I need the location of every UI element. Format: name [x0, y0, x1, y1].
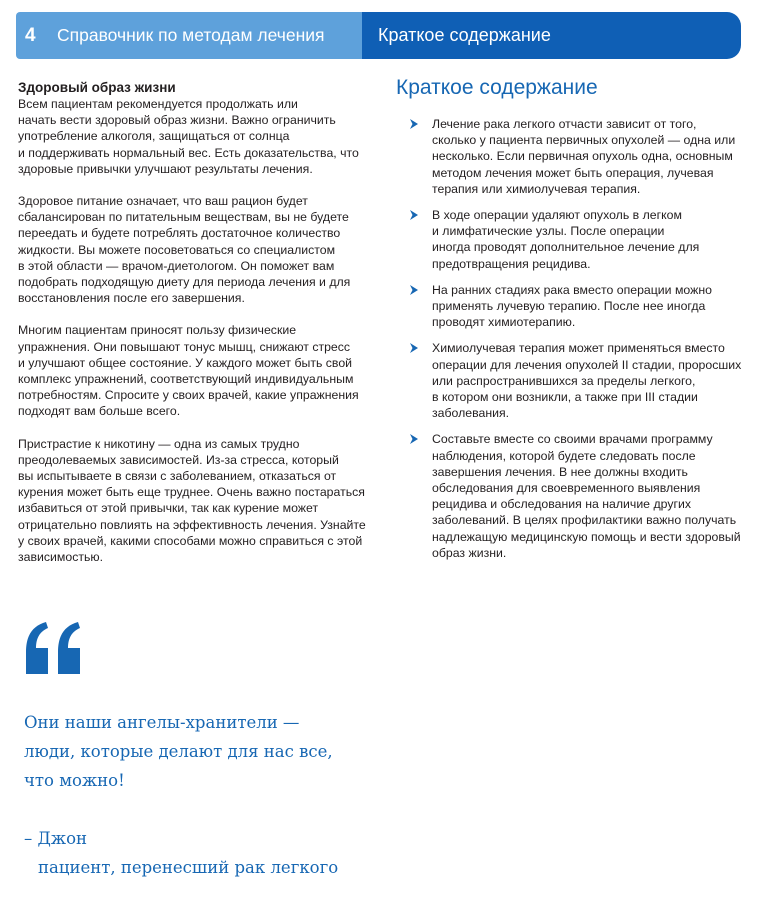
summary-column: [396, 74, 746, 571]
summary-item-text: Химиолучевая терапия может применяться вместо операции для лечения опухолей II стадии, проросших или распространившихся за пределы легкого, в котором они возникли, а также при III стадии заболевания.: [432, 341, 742, 421]
quote-author-name: – Джон: [24, 829, 88, 848]
chevron-right-icon: [410, 119, 418, 129]
quote-text: Они наши ангелы-хранители — люди, которые делают для нас все, что можно!: [24, 713, 333, 790]
chevron-right-icon: [410, 285, 418, 295]
summary-item: [396, 282, 746, 331]
header-topic-title: Краткое содержание: [378, 25, 551, 45]
paragraph: Всем пациентам рекомендуется продолжать или начать вести здоровый образ жизни. Важно ограничить употребление алкоголя, защищаться от солнца и поддерживать нормальный вес. Есть доказательства, что здоровые привычки улучшают результаты лечения.: [18, 97, 359, 176]
paragraph: Многим пациентам приносят пользу физические упражнения. Они повышают тонус мышц, снижают стресс и улучшают общее состояние. У каждого может быть свой комплекс упражнений, соответствующий индивидуальным потребностям. Спросите у своих врачей, какие упражнения подходят вам больше всего.: [18, 323, 359, 419]
quote-author: [24, 824, 384, 882]
summary-item: [396, 116, 746, 197]
healthy-lifestyle-heading: Здоровый образ жизни: [18, 80, 176, 95]
quote-author-role: пациент, перенесший рак легкого: [38, 858, 339, 877]
chevron-right-icon: [410, 434, 418, 444]
section-title: Справочник по методам лечения: [57, 25, 325, 45]
section-header: [16, 12, 741, 59]
section-number: 4: [25, 24, 36, 46]
header-section-tab: [16, 12, 362, 59]
paragraph: Пристрастие к никотину — одна из самых трудно преодолеваемых зависимостей. Из-за стресса, который вы испытываете в связи с заболеванием, отказаться от курения может быть еще труднее. Очень важно постараться избавиться от этой привычки, так как курение может отрицательно повлиять на эффективность лечения. Узнайте у своих врачей, какими способами можно справиться с этой зависимостью.: [18, 436, 366, 565]
summary-title: Краткое содержание: [396, 76, 598, 99]
summary-item-text: Составьте вместе со своими врачами программу наблюдения, которой будете следовать после завершения лечения. В нее должны входить обследования для своевременного выявления рецидива и обследования на наличие других заболеваний. В целях профилактики важно получать надлежащую медицинскую помощь и вести здоровый образ жизни.: [432, 432, 741, 560]
summary-item-text: На ранних стадиях рака вместо операции можно применять лучевую терапию. После нее иногда проводят химиотерапию.: [432, 282, 712, 330]
header-topic-tab: [362, 12, 741, 59]
summary-item-text: Лечение рака легкого отчасти зависит от того, сколько у пациента первичных опухолей — одна или несколько. Если первичная опухоль одна, основным методом лечения может быть операция, лучевая терапия или химиолучевая терапия.: [432, 117, 736, 196]
summary-item-text: В ходе операции удаляют опухоль в легком и лимфатические узлы. После операции иногда проводят дополнительное лечение для предотвращения рецидива.: [432, 208, 700, 271]
summary-item: [396, 340, 746, 421]
left-column: [18, 80, 370, 581]
quote-mark-icon: [24, 622, 82, 674]
summary-item: [396, 207, 746, 272]
chevron-right-icon: [410, 210, 418, 220]
paragraph: Здоровое питание означает, что ваш рацион будет сбалансирован по питательным веществам, вы не будете переедать и будете потреблять достаточное количество жидкости. Вы можете посоветоваться со специалистом в этой области — врачом-диетологом. Он поможет вам подобрать подходящую диету для периода лечения и для восстановления после его завершения.: [18, 194, 351, 306]
summary-list: [396, 116, 746, 561]
summary-item: [396, 431, 746, 561]
chevron-right-icon: [410, 343, 418, 353]
